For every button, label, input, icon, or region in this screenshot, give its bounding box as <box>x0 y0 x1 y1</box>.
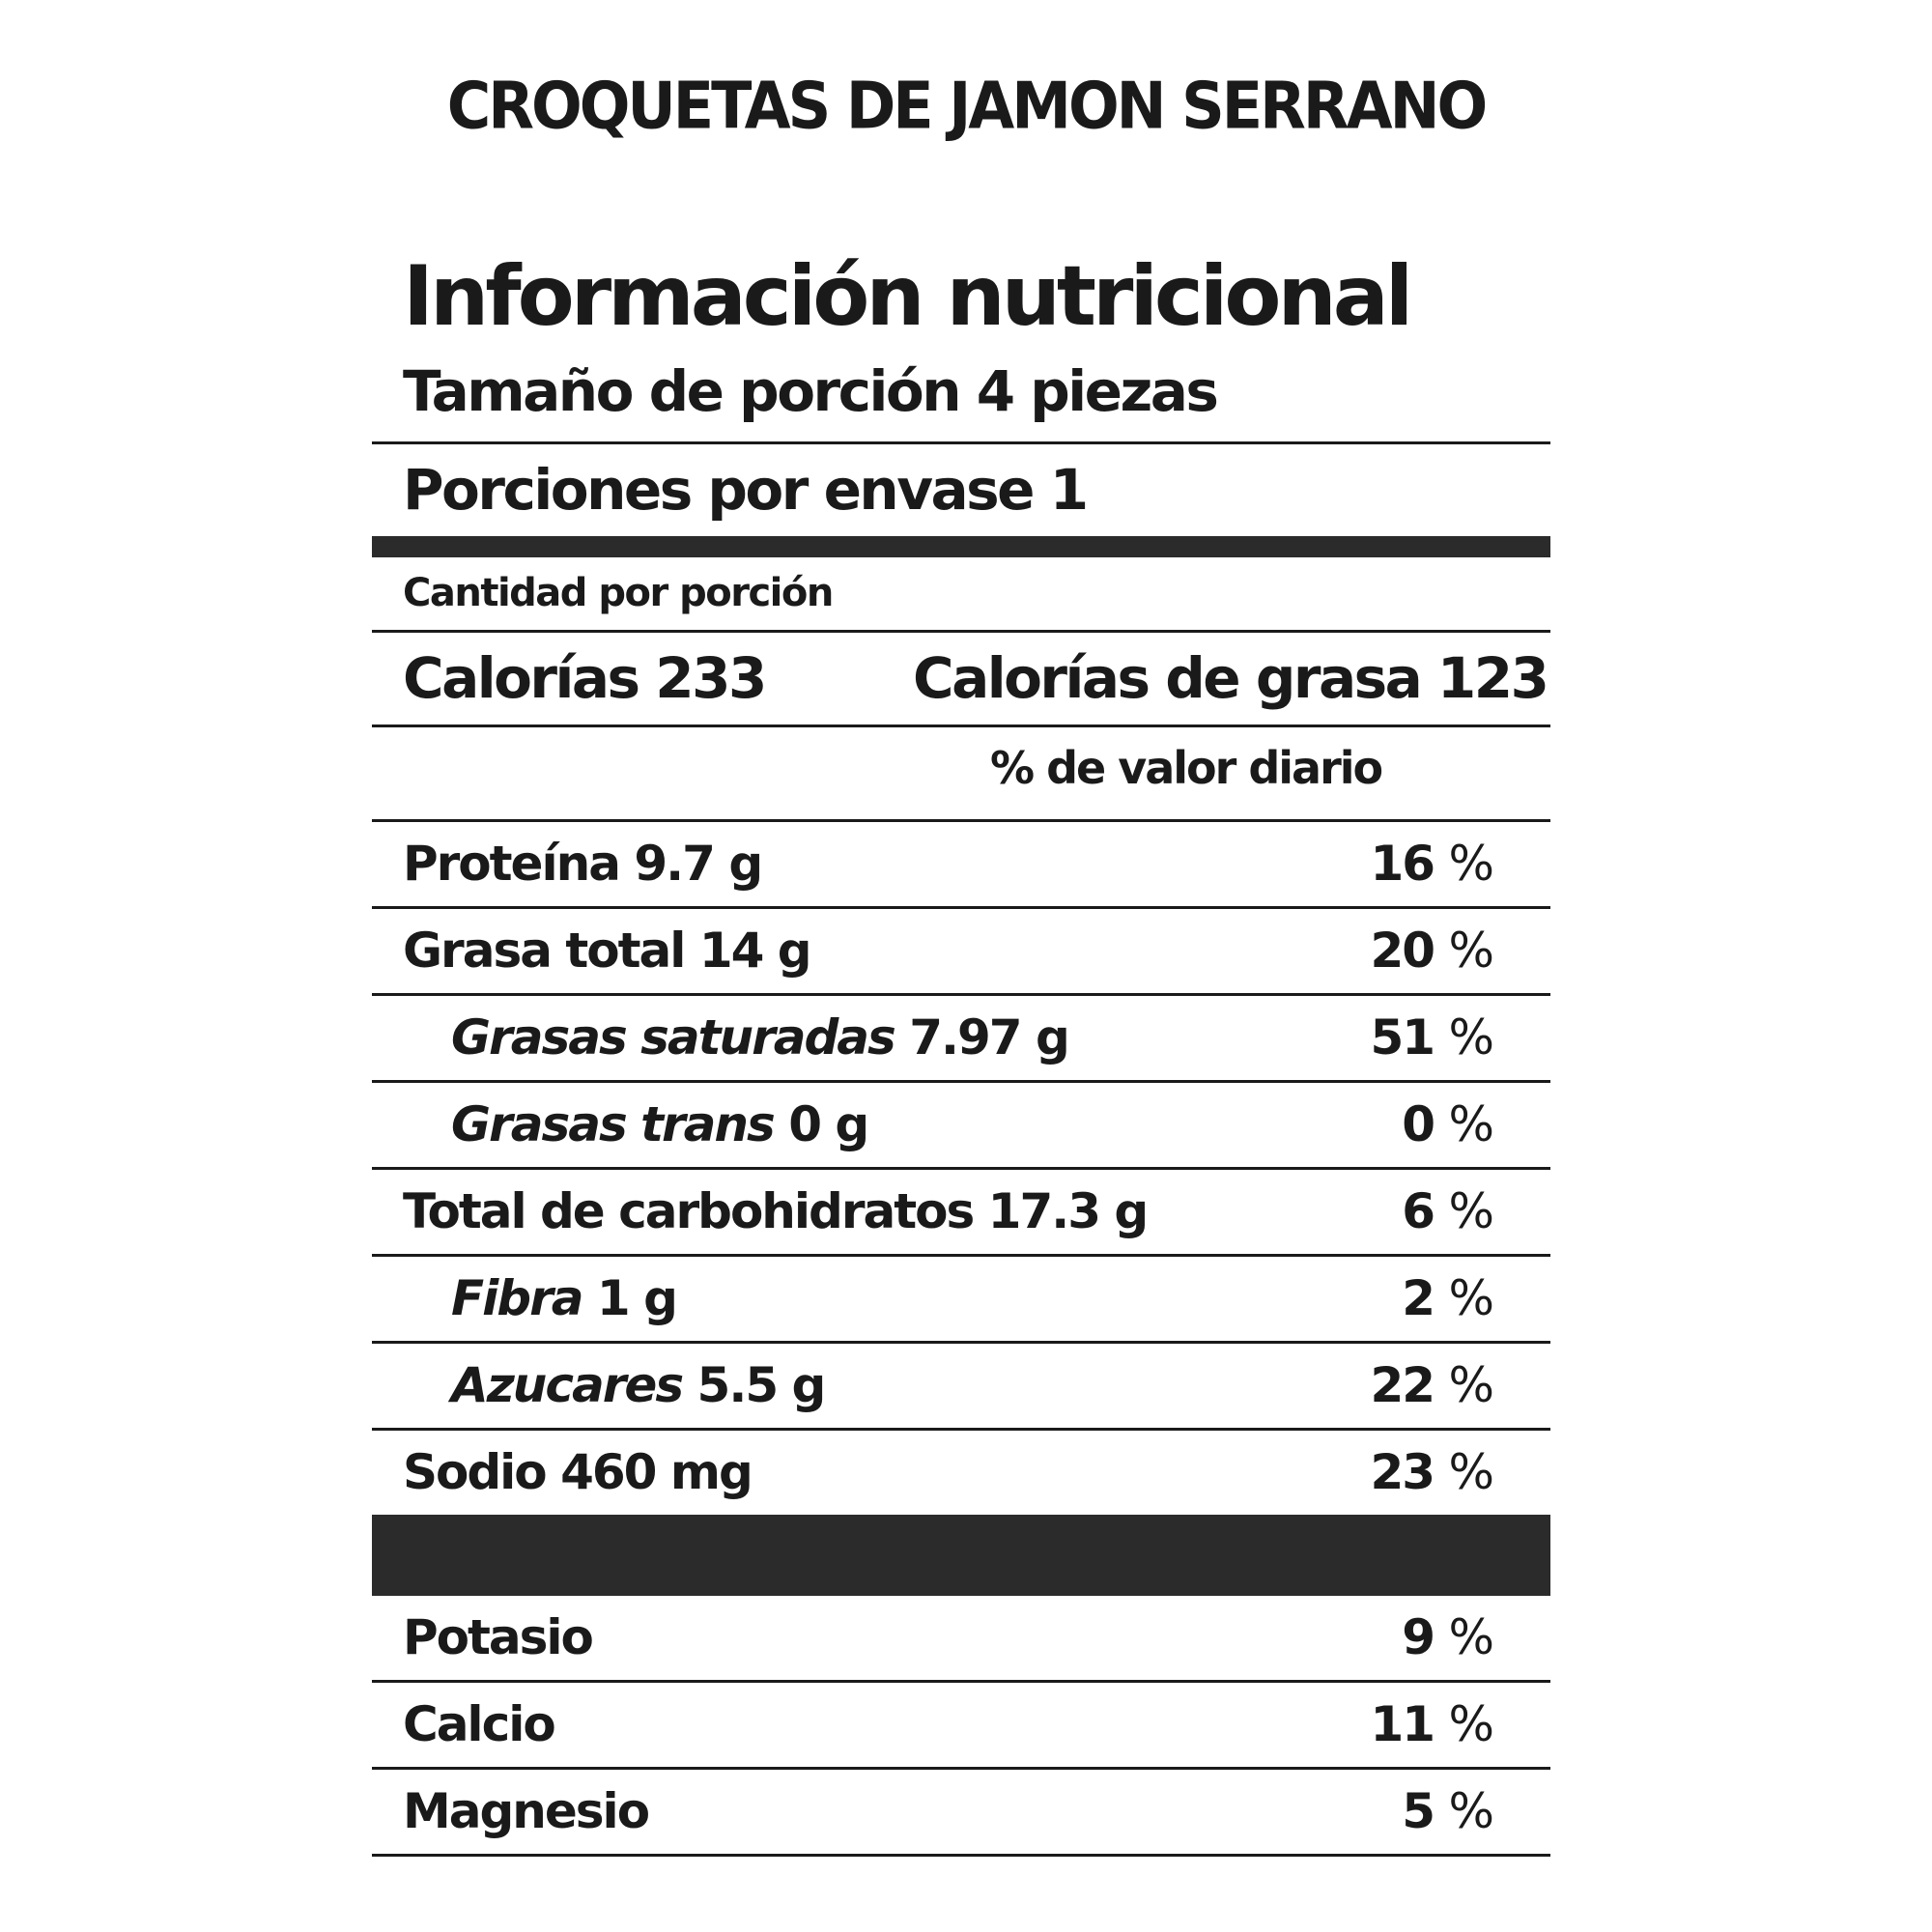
divider <box>372 1854 1550 1857</box>
nutrient-name: Fibra 1 g <box>451 1270 676 1326</box>
nutrient-row-sodium <box>372 1431 1550 1515</box>
nutrient-name: Azucares 5.5 g <box>451 1357 825 1413</box>
mineral-daily-value: 5 % <box>1402 1783 1492 1839</box>
calories-from-fat: Calorías de grasa 123 <box>913 645 1548 711</box>
mineral-name: Calcio <box>403 1696 554 1752</box>
mineral-name: Magnesio <box>403 1783 649 1839</box>
amount-per-serving: Cantidad por porción <box>403 571 833 615</box>
thick-separator-band <box>372 1515 1550 1596</box>
mineral-daily-value: 11 % <box>1370 1696 1492 1752</box>
nutrition-facts-label <box>372 242 1550 1857</box>
nutrient-row-fiber <box>372 1257 1550 1341</box>
nutrient-name: Grasas saturadas 7.97 g <box>451 1009 1068 1065</box>
nutrient-row-protein <box>372 822 1550 906</box>
product-title: CROQUETAS DE JAMON SERRANO <box>446 68 1486 144</box>
daily-value-header: % de valor diario <box>990 742 1382 794</box>
servings-per-container: Porciones por envase 1 <box>403 457 1087 523</box>
mineral-row-magnesium <box>372 1770 1550 1854</box>
nutrient-daily-value: 51 % <box>1370 1009 1492 1065</box>
mineral-daily-value: 9 % <box>1402 1609 1492 1665</box>
nutrient-name: Sodio 460 mg <box>403 1444 752 1500</box>
calories-row <box>372 633 1550 724</box>
nutrient-daily-value: 20 % <box>1370 923 1492 979</box>
serving-size: Tamaño de porción 4 piezas <box>403 358 1217 424</box>
nutrient-daily-value: 2 % <box>1402 1270 1492 1326</box>
nutrient-daily-value: 6 % <box>1402 1183 1492 1239</box>
calories: Calorías 233 <box>403 645 765 711</box>
nutrient-row-carbohydrates <box>372 1170 1550 1254</box>
nutrient-daily-value: 22 % <box>1370 1357 1492 1413</box>
mineral-row-potassium <box>372 1596 1550 1680</box>
nutrient-name: Total de carbohidratos 17.3 g <box>403 1183 1148 1239</box>
thick-divider <box>372 536 1550 557</box>
nutrient-name: Proteína 9.7 g <box>403 836 762 892</box>
label-heading: Información nutricional <box>403 248 1410 345</box>
nutrient-row-sugars <box>372 1344 1550 1428</box>
nutrient-name: Grasa total 14 g <box>403 923 810 979</box>
nutrient-row-total-fat <box>372 909 1550 993</box>
nutrient-row-trans-fat <box>372 1083 1550 1167</box>
nutrient-row-saturated-fat <box>372 996 1550 1080</box>
nutrient-daily-value: 23 % <box>1370 1444 1492 1500</box>
nutrient-name: Grasas trans 0 g <box>451 1096 868 1152</box>
mineral-row-calcium <box>372 1683 1550 1767</box>
mineral-name: Potasio <box>403 1609 592 1665</box>
daily-value-header-row <box>372 727 1550 819</box>
nutrient-daily-value: 0 % <box>1402 1096 1492 1152</box>
nutrient-daily-value: 16 % <box>1370 836 1492 892</box>
